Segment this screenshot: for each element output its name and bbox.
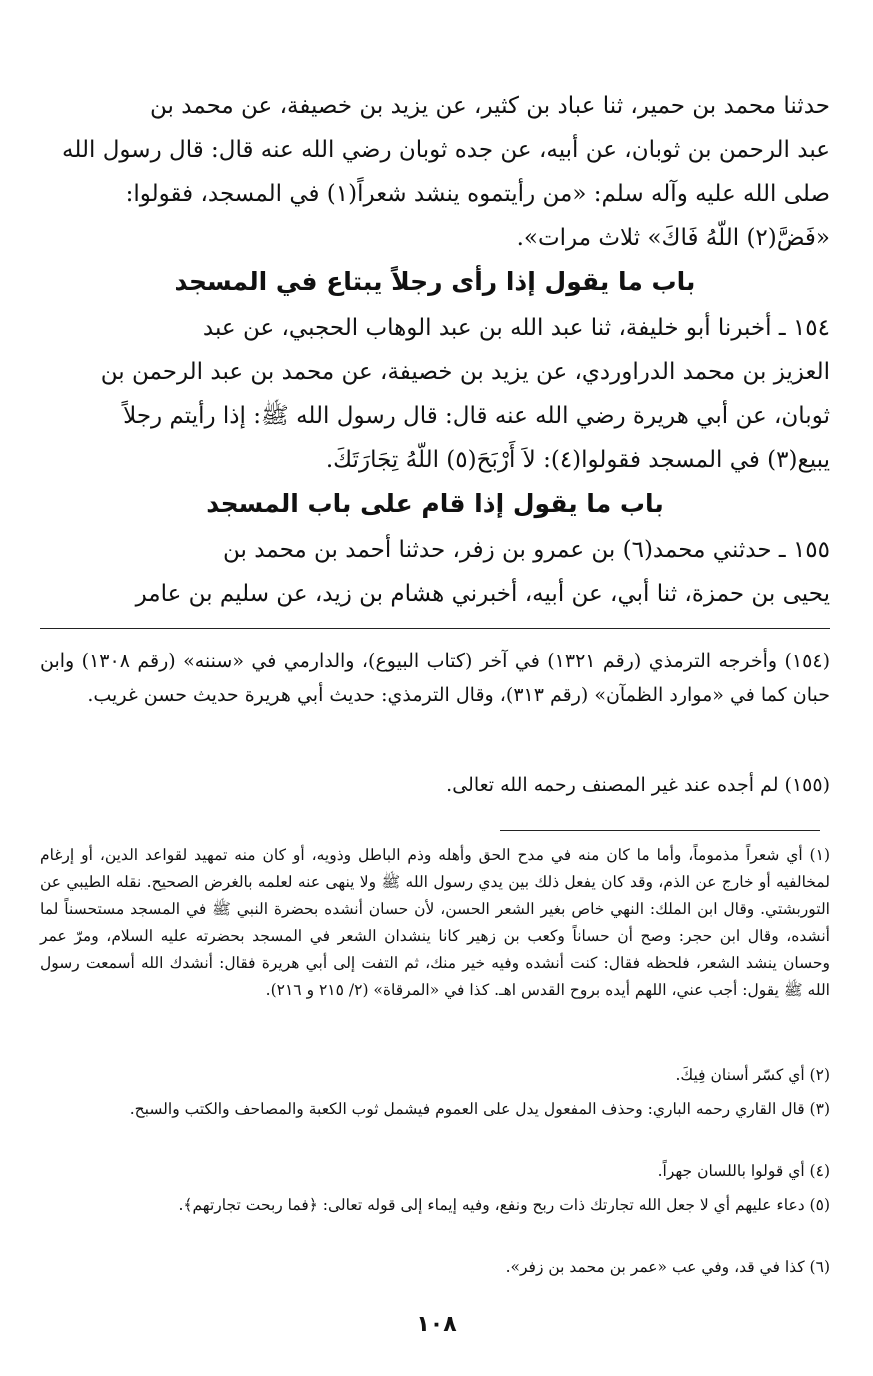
text-line: العزيز بن محمد الدراوردي، عن يزيد بن خصيفة، عن محمد بن عبد الرحمن بن (100, 359, 830, 385)
text-line: صلى الله عليه وآله سلم: «من رأيتموه ينشد شعراً(١) في المسجد، فقولوا: (125, 181, 830, 207)
text-line: يبيع(٣) في المسجد فقولوا(٤): لاَ أَرْبَحَ(٥) اللّهُ تِجَارَتَكَ. (325, 447, 830, 473)
text-line: حدثنا محمد بن حمير، ثنا عباد بن كثير، عن يزيد بن خصيفة، عن محمد بن (149, 93, 830, 119)
text-line: يحيى بن حمزة، ثنا أبي، عن أبيه، أخبرني هشام بن زيد، عن سليم بن عامر (135, 581, 830, 607)
takhrij-note: (١٥٤) وأخرجه الترمذي (رقم ١٣٢١) في آخر (كتاب البيوع)، والدارمي في «سننه» (رقم ١٣٠٨) وابن حبان كما في «موارد الظمآن» (رقم ٣١٣)، وقال الترمذي: حديث أبي هريرة حديث حسن غريب. (40, 650, 830, 706)
text-line: عبد الرحمن بن ثوبان، عن أبيه، عن جده ثوبان رضي الله عنه قال: قال رسول الله (62, 137, 830, 163)
divider-rule (40, 628, 830, 629)
text-line: ثوبان، عن أبي هريرة رضي الله عنه قال: قال رسول الله ﷺ: إذا رأيتم رجلاً (123, 403, 830, 429)
text-line: ١٥٥ ـ حدثني محمد(٦) بن عمرو بن زفر، حدثنا أحمد بن محمد بن (222, 537, 830, 563)
opening-paragraph (40, 84, 830, 260)
footnote: (٤) أي قولوا باللسان جهراً. (657, 1162, 830, 1180)
takhrij-note: (١٥٥) لم أجده عند غير المصنف رحمه الله تعالى. (446, 774, 830, 796)
footnote: (٥) دعاء عليهم أي لا جعل الله تجارتك ذات ربح ونفع، وفيه إيماء إلى قوله تعالى: ﴿فما ربحت تجارتهم﴾. (178, 1196, 830, 1214)
hadith-154 (40, 306, 830, 482)
footnote: (٣) قال القاري رحمه الباري: وحذف المفعول يدل على العموم فيشمل ثوب الكعبة والمصاحف والكتب والسبح. (129, 1100, 830, 1118)
page-number: ١٠٨ (416, 1312, 457, 1337)
text-line: ١٥٤ ـ أخبرنا أبو خليفة، ثنا عبد الله بن عبد الوهاب الحجبي، عن عبد (202, 315, 830, 341)
hadith-155 (40, 528, 830, 616)
footnote: (٢) أي كسّر أسنان فِيكَ. (675, 1066, 830, 1084)
footnote: (١) أي شعراً مذموماً، وأما ما كان منه في مدح الحق وأهله وذم الباطل وذويه، أو كان منه تمهيد لقواعد الدين، أو إرغام لمخالفيه أو خارج عن الذم، وقد كان يفعل ذلك بين يدي رسول الله ﷺ ولا ينهى عنه لعلمه بالغرض الصحيح. نقله الطيبي عن التوربشتي. وقال ابن الملك: النهي خاص بغير الشعر الحسن، لأن حسان أنشده بحضرة النبي ﷺ في المسجد مستحسناً لما أنشده، وقال ابن حجر: وصح أن حساناً وكعب بن زهير كانا ينشدان الشعر في المسجد بحضرته عليه السلام، ومرّ عمر وحسان ينشد الشعر، فلحظه فقال: كنت أنشده وفيه خير منك، ثم التفت إلى أبي هريرة فقال: أنشدك الله أسمعت رسول الله ﷺ يقول: أجب عني، اللهم أيده بروح القدس اهـ. كذا في «المرقاة» (٢/ ٢١٥ و ٢١٦). (40, 846, 830, 999)
section-heading: باب ما يقول إذا قام على باب المسجد (206, 489, 664, 518)
footnote-rule (500, 830, 820, 831)
section-heading: باب ما يقول إذا رأى رجلاً يبتاع في المسجد (174, 267, 696, 296)
footnote: (٦) كذا في قد، وفي عب «عمر بن محمد بن زفر». (505, 1258, 830, 1276)
text-line: «فَضَّ(٢) اللّهُ فَاكَ» ثلاث مرات». (516, 225, 830, 251)
